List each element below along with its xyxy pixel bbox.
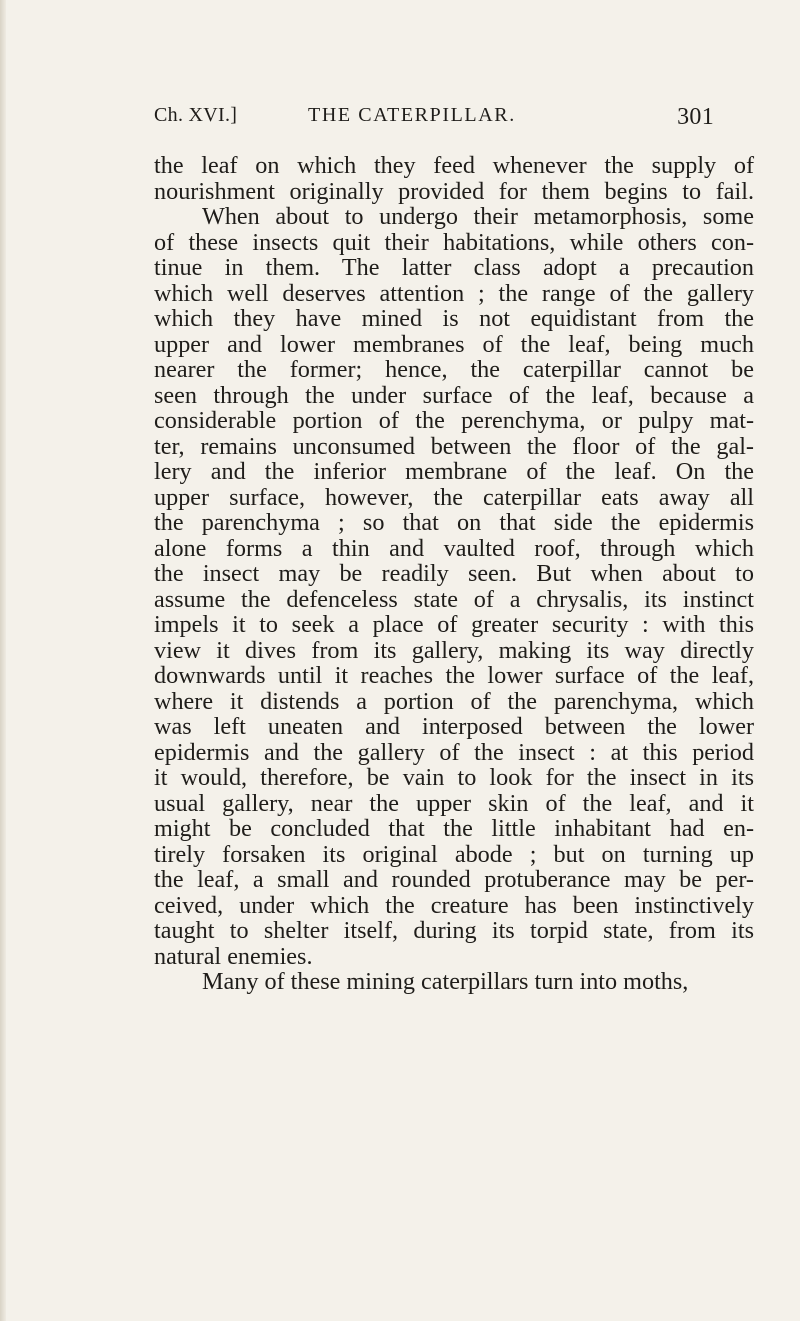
text-line: natural enemies. [154, 942, 313, 970]
text-line: tirely forsaken its original abode ; but on turning up [154, 840, 754, 868]
body-text [154, 153, 754, 995]
text-line: the leaf on which they feed whenever the supply of [154, 152, 754, 179]
text-line: where it distends a portion of the parenchyma, which [154, 687, 754, 715]
text-line: taught to shelter itself, during its torpid state, from its [154, 917, 754, 944]
text-line: the leaf, a small and rounded protuberance may be per- [154, 866, 754, 893]
text-line: the insect may be readily seen. But when about to [154, 560, 754, 587]
running-title: THE CATERPILLAR. [308, 104, 516, 126]
text-line: of these insects quit their habitations, while others con- [154, 228, 754, 256]
text-line: nourishment originally provided for them begins to fail. [154, 177, 754, 205]
text-line: nearer the former; hence, the caterpillar cannot be [154, 356, 754, 383]
text-line: view it dives from its gallery, making its way directly [154, 636, 754, 664]
text-line: seen through the under surface of the leaf, because a [154, 381, 754, 409]
text-line: might be concluded that the little inhabitant had en- [154, 815, 754, 842]
text-line: tinue in them. The latter class adopt a precaution [154, 254, 754, 281]
page-number: 301 [677, 104, 714, 130]
text-line: usual gallery, near the upper skin of the leaf, and it [154, 789, 754, 817]
text-line: which well deserves attention ; the range of the gallery [154, 279, 754, 307]
running-header [154, 104, 714, 138]
page-edge [0, 0, 6, 1321]
text-line: When about to undergo their metamorphosis, some [202, 203, 754, 230]
text-line: it would, therefore, be vain to look for the insect in its [154, 764, 754, 791]
text-line: impels it to seek a place of greater security : with this [154, 611, 754, 638]
text-line: alone forms a thin and vaulted roof, through which [154, 534, 754, 562]
text-line: ter, remains unconsumed between the floor of the gal- [154, 432, 754, 460]
chapter-reference: Ch. XVI.] [154, 104, 238, 126]
text-line: the parenchyma ; so that on that side the epidermis [154, 509, 754, 536]
text-line: considerable portion of the perenchyma, or pulpy mat- [154, 407, 754, 434]
text-line: Many of these mining caterpillars turn into moths, [202, 968, 689, 995]
text-line: downwards until it reaches the lower surface of the leaf, [154, 662, 754, 689]
text-line: assume the defenceless state of a chrysalis, its instinct [154, 585, 754, 613]
text-line: which they have mined is not equidistant from the [154, 305, 754, 332]
text-line: epidermis and the gallery of the insect : at this period [154, 738, 754, 766]
text-line: upper surface, however, the caterpillar eats away all [154, 483, 754, 511]
text-line: was left uneaten and interposed between the lower [154, 713, 754, 740]
text-line: upper and lower membranes of the leaf, being much [154, 330, 754, 358]
text-line: ceived, under which the creature has been instinctively [154, 891, 754, 919]
text-line: lery and the inferior membrane of the leaf. On the [154, 458, 754, 485]
